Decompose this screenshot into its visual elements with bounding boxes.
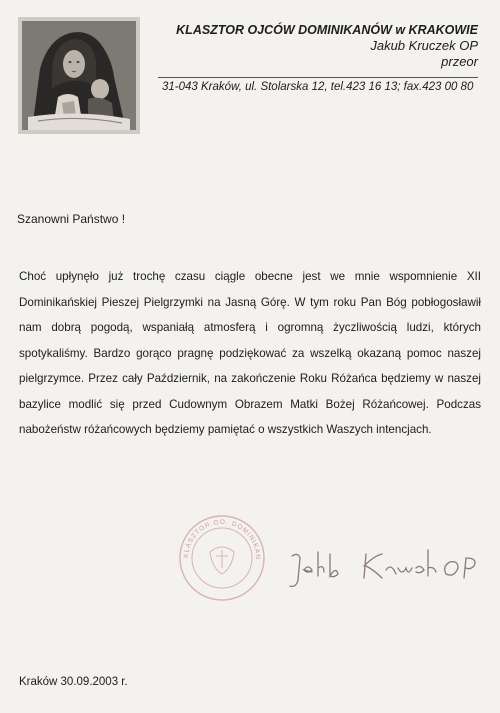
date-line: Kraków 30.09.2003 r. xyxy=(19,676,128,688)
organization-name: KLASZTOR OJCÓW DOMINIKANÓW w KRAKOWIE xyxy=(176,23,478,37)
stamp-seal xyxy=(174,512,270,604)
sender-name: Jakub Kruczek OP xyxy=(370,38,478,53)
svg-text:KLASZTOR OO. DOMINIKANÓW W KRA xyxy=(174,512,261,560)
salutation: Szanowni Państwo ! xyxy=(17,212,126,226)
madonna-icon-image xyxy=(18,17,140,134)
header-divider xyxy=(158,77,478,78)
address-line: 31-043 Kraków, ul. Stolarska 12, tel.423 16 13; fax.423 00 80 xyxy=(162,81,474,93)
handwritten-signature xyxy=(278,536,498,590)
letterhead xyxy=(176,22,478,70)
letter-body: Choć upłynęło już trochę czasu ciągle obecne jest we mnie wspomnienie XII Dominikańskiej Pieszej Pielgrzymki na Jasną Górę. W tym roku Pan Bóg pobłogosławił nam dobrą pogodą, wspaniałą atmosferą i ogromną życzliwością ludzi, których spotykaliśmy. Bardzo gorąco pragnę podziękować za wszelką okazaną pomoc naszej pielgrzymce. Przez cały Październik, na zakończenie Roku Różańca będziemy w naszej bazylice modlić się przed Cudownym Obrazem Matki Bożej Różańcowej. Podczas nabożeństw różańcowych będziemy pamiętać o wszystkich Waszych intencjach. xyxy=(19,270,481,436)
sender-role: przeor xyxy=(441,54,478,69)
seal-text: KLASZTOR OO. DOMINIKAN xyxy=(182,518,262,561)
